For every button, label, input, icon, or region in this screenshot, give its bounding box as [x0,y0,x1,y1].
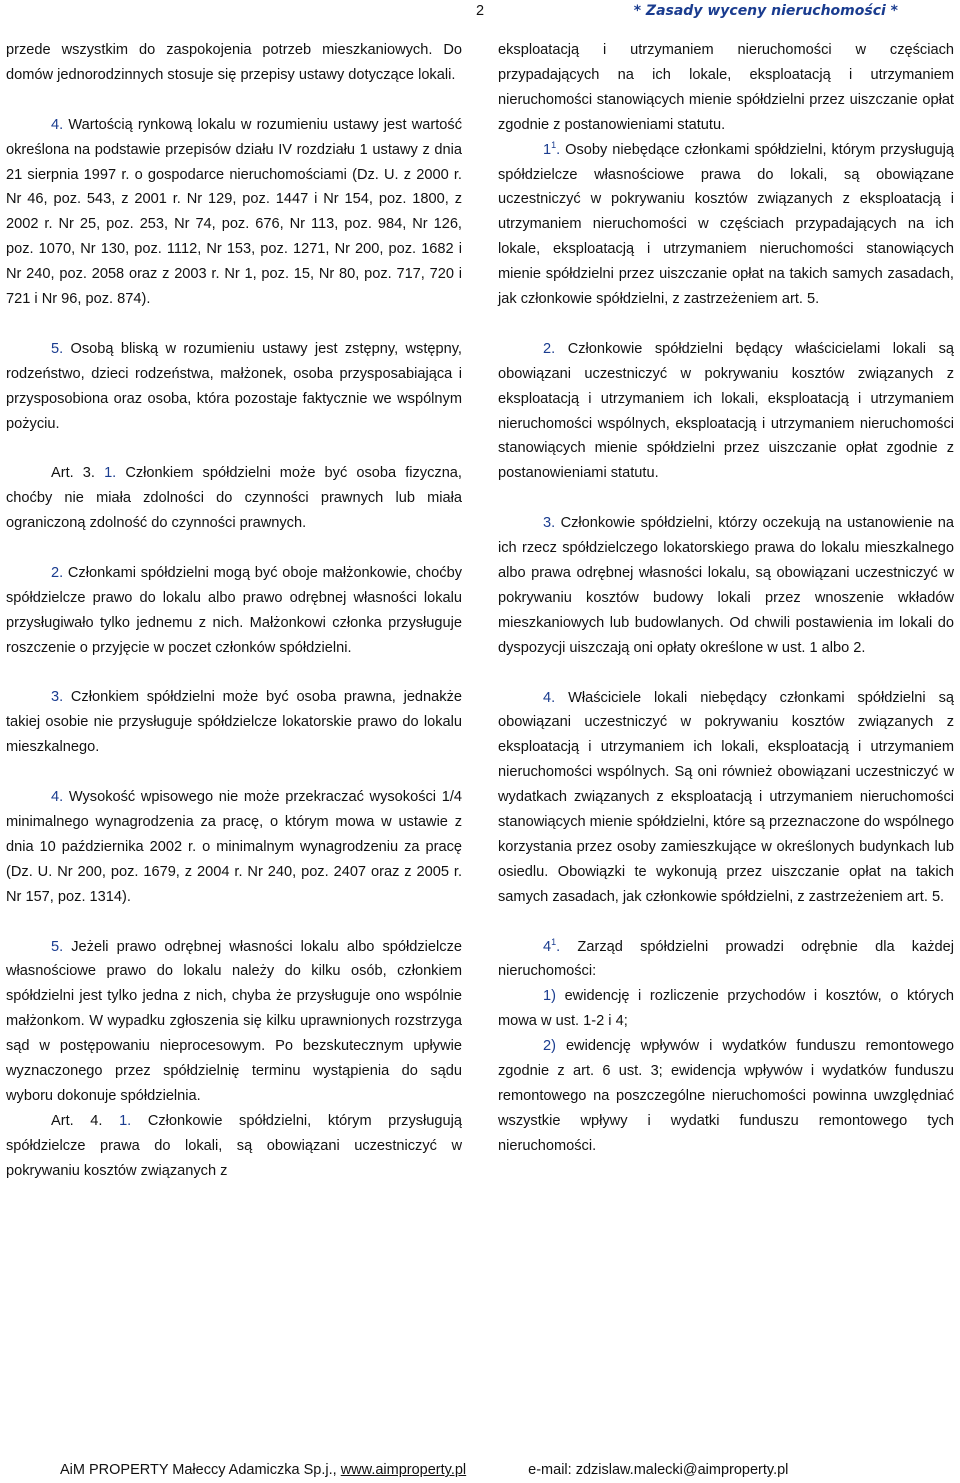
footer-email[interactable]: e-mail: zdzislaw.malecki@aimproperty.pl [528,1462,789,1478]
article-3-paragraph-5 [6,935,462,1109]
paragraph-text: Wysokość wpisowego nie może przekraczać wysokości 1/4 minimalnego wynagrodzenia za pracę, o którym mowa w ustawie z dnia 10 października 2002 r. o minimalnym wynagrodzeniu za pracę (Dz. U. Nr 200, poz. 1679, z 2004 r. Nr 240, poz. 2407 oraz z 2005 r. Nr 157, poz. 1314). [6,789,462,905]
paragraph-number: 4. [51,116,64,133]
article-3-paragraph-3 [6,685,462,760]
paragraph-number: 3. [543,515,556,532]
list-item-text: ewidencję i rozliczenie przychodów i kosztów, o których mowa w ust. 1-2 i 4; [498,988,954,1030]
paragraph-text: Jeżeli prawo odrębnej własności lokalu albo spółdzielcze własnościowe prawo do lokalu należy do kilku osób, członkiem spółdzielni jest tylko jedna z nich, chyba że przysługuje ono wspólnie małżonkom. W wypadku zgłoszenia się kilku uprawnionych rozstrzyga sąd w postępowaniu nieprocesowym. Po bezskutecznym upływie wyznaczonego przez spółdzielnię terminu wystąpienia do sądu wyboru dokonuje spółdzielnia. [6,938,462,1104]
paragraph-text: Członkowie spółdzielni, którym przysługują spółdzielcze prawa do lokali, są obowiązani uczestniczyć w pokrywaniu kosztów związanych z [6,1112,462,1179]
paragraph-4 [6,113,462,312]
paragraph-4-1 [498,935,954,985]
article-label: Art. 4. [51,1112,103,1129]
paragraph-text: Osoby niebędące członkami spółdzielni, którym przysługują spółdzielcze własnościowe prawa do lokali, są obowiązane uczestniczyć w pokrywaniu kosztów związanych z eksploatacją i utrzymaniem nieruchomości w częściach przypadających na ich lokale, eksploatacją i utrzymaniem nieruchomości stanowiących mienie spółdzielni przez uiszczanie opłat na takich samych zasadach, jak członkowie spółdzielni, z zastrzeżeniem art. 5. [498,141,954,308]
paragraph-text: Członkowie spółdzielni, którzy oczekują na ustanowienie na ich rzecz spółdzielczego lokatorskiego prawa do lokalu mieszkalnego albo prawa odrębnej własności lokalu, są obowiązani uczestniczyć w pokrywaniu kosztów budowy lokali przez wnoszenie wkładów mieszkaniowych lub budowlanych. Od chwili postawienia im lokali do dyspozycji uiszczają oni opłaty określone w ust. 1 albo 2. [498,515,954,656]
paragraph-text: Właściciele lokali niebędący członkami spółdzielni są obowiązani uczestniczyć w pokrywaniu kosztów związanych z eksploatacją i utrzymaniem ich lokali, eksploatacją i utrzymaniem nieruchomości wspólnych. Są oni również obowiązani uczestniczyć w wydatkach związanych z eksploatacją i utrzymaniem nieruchomości stanowiących mienie spółdzielni, które są przeznaczone do wspólnego korzystania przez osoby zamieszkujące w określonych budynkach lub osiedlu. Obowiązki te wykonują przez uiszczanie opłat na takich samych zasadach, jak członkowie spółdzielni, z zastrzeżeniem art. 5. [498,689,954,905]
paragraph-text: Członkiem spółdzielni może być osoba fizyczna, choćby nie miała zdolności do czynności prawnych lub miała ograniczoną zdolność do czynności prawnych. [6,465,462,532]
article-3-paragraph-2 [6,561,462,661]
paragraph-number: 4. [543,689,556,706]
page-number: 2 [476,3,485,19]
paragraph-superscript: 1 [551,936,557,947]
paragraph-1-1 [498,138,954,312]
paragraph-number: 1. [104,465,117,482]
article-4-paragraph-1 [6,1109,462,1184]
paragraph-text: Wartością rynkową lokalu w rozumieniu ustawy jest wartość określona na podstawie przepisów działu IV rozdziału 1 ustawy z dnia 21 sierpnia 1997 r. o gospodarce nieruchomościami (Dz. U. z 2000 r. Nr 46, poz. 543, z 2001 r. Nr 129, poz. 1447 i Nr 154, poz. 1800, z 2002 r. Nr 25, poz. 253, Nr 74, poz. 676, Nr 113, poz. 984, Nr 126, poz. 1070, Nr 130, poz. 1112, Nr 153, poz. 1271, Nr 200, poz. 1682 i Nr 240, poz. 2058 oraz z 2003 r. Nr 1, poz. 15, Nr 80, poz. 717, 720 i 721 i Nr 96, poz. 874). [6,116,462,308]
paragraph-dot: . [556,141,561,158]
running-title: * Zasady wyceny nieruchomości * [633,3,898,19]
page-footer [60,1459,940,1481]
list-item-1 [498,984,954,1034]
list-item-number: 2) [543,1038,556,1055]
paragraph-number: 1. [119,1112,132,1129]
paragraph-text: Osobą bliską w rozumieniu ustawy jest zstępny, wstępny, rodzeństwo, dzieci rodzeństwa, małżonek, osoba przysposabiająca i przysposobiona oraz osoba, która pozostaje faktycznie we wspólnym pożyciu. [6,340,462,432]
paragraph-3 [498,511,954,660]
paragraph-number: 3. [51,689,64,706]
paragraph-text: Członkowie spółdzielni będący właścicielami lokali są obowiązani uczestniczyć w pokrywaniu kosztów związanych z eksploatacją i utrzymaniem ich lokali, eksploatacją i utrzymaniem nieruchomości wspólnych, eksploatacją i utrzymaniem nieruchomości stanowiących mienie spółdzielni przez uiszczanie opłat zgodnie z postanowieniami statutu. [498,340,954,482]
list-item-number: 1) [543,988,556,1005]
article-3-paragraph-1 [6,461,462,536]
footer-company: AiM PROPERTY Małeccy Adamiczka Sp.j., [60,1462,341,1478]
paragraph-text: Członkiem spółdzielni może być osoba prawna, jednakże takiej osobie nie przysługuje spółdzielcze lokatorskie prawo do lokalu mieszkalnego. [6,689,462,756]
paragraph-5 [6,337,462,437]
paragraph-text: Zarząd spółdzielni prowadzi odrębnie dla każdej nieruchomości: [498,938,954,980]
list-item-text: ewidencję wpływów i wydatków funduszu remontowego zgodnie z art. 6 ust. 3; ewidencja wpływów i wydatków funduszu remontowego na poszczególne nieruchomości powinna uwzględniać wszystkie wpływy i wydatki funduszu remontowego tych nieruchomości. [498,1038,954,1154]
paragraph-number: 5. [51,340,64,357]
paragraph-dot: . [556,938,561,955]
page-header [0,0,960,22]
paragraph-superscript: 1 [551,139,557,150]
paragraph-continuation: przede wszystkim do zaspokojenia potrzeb mieszkaniowych. Do domów jednorodzinnych stosuje się przepisy ustawy dotyczące lokali. [6,42,462,83]
left-column [6,38,462,1184]
paragraph-number: 5. [51,938,64,955]
article-3-paragraph-4 [6,785,462,910]
paragraph-4 [498,686,954,910]
paragraph-number: 4 [543,938,552,955]
footer-website-link[interactable]: www.aimproperty.pl [340,1462,467,1478]
paragraph-number: 2. [543,340,556,357]
paragraph-continuation: eksploatacją i utrzymaniem nieruchomości w częściach przypadających na ich lokale, eksploatacją i utrzymaniem nieruchomości stanowiących mienie spółdzielni przez uiszczanie opłat zgodnie z postanowieniami statutu. [498,42,954,133]
paragraph-number: 1 [543,141,552,158]
article-label: Art. 3. [51,465,95,482]
list-item-2 [498,1034,954,1159]
paragraph-text: Członkami spółdzielni mogą być oboje małżonkowie, choćby spółdzielcze prawo do lokalu albo prawo odrębnej własności lokalu przysługiwało tylko jednemu z nich. Małżonkowi członka przysługuje roszczenie o przyjęcie w poczet członków spółdzielni. [6,564,462,656]
right-column [498,38,954,1159]
paragraph-number: 4. [51,789,64,806]
paragraph-2 [498,337,954,486]
paragraph-number: 2. [51,564,64,581]
